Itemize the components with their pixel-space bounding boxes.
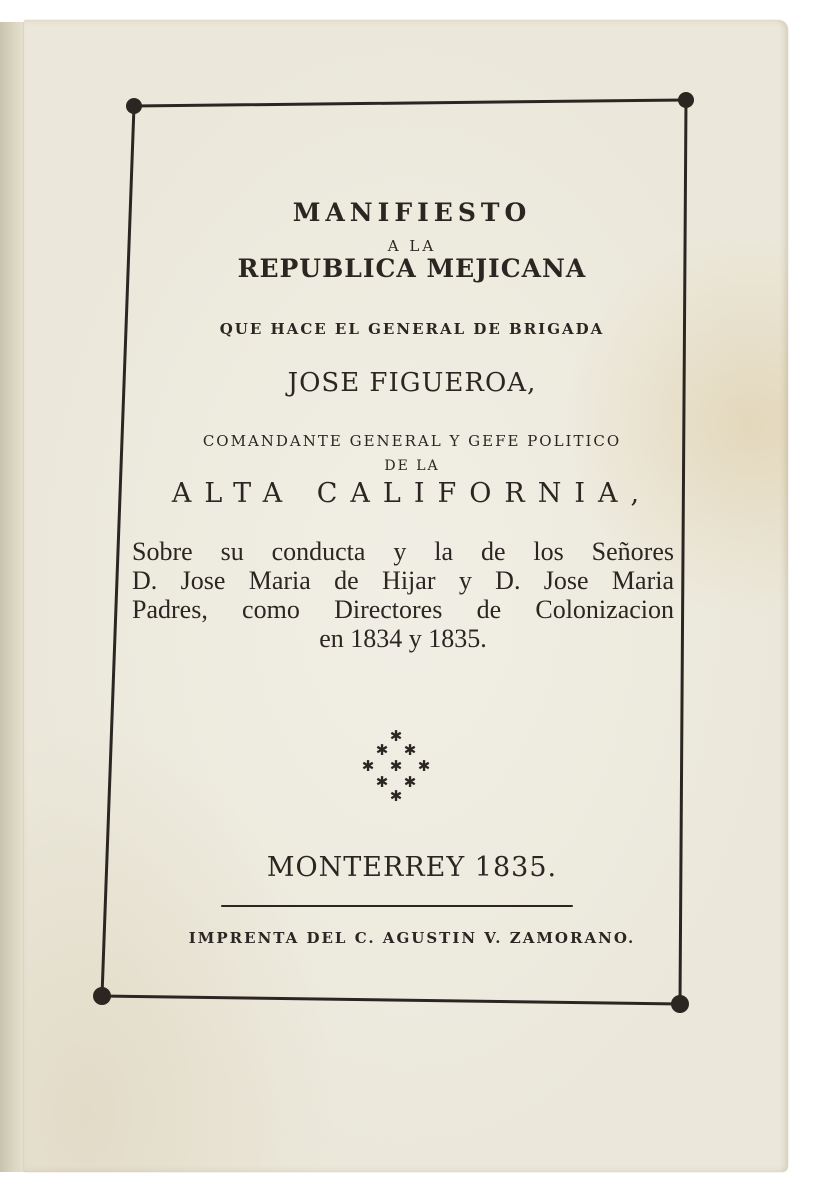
corner-dot-icon [126, 98, 142, 114]
asterisk-icon: ✱ [389, 787, 403, 805]
border-bottom [102, 996, 680, 1004]
border-top [134, 100, 686, 106]
subtitle-general: QUE HACE EL GENERAL DE BRIGADA [219, 320, 605, 338]
asterisk-icon: ✱ [375, 741, 389, 759]
asterisk-icon: ✱ [403, 741, 417, 759]
title-a-la: A LA [387, 237, 437, 255]
body-line: Sobre su conducta y la de los Señores [132, 537, 674, 566]
title-manifiesto: MANIFIESTO [292, 198, 532, 227]
body-line: en 1834 y 1835. [319, 624, 487, 653]
body-line: D. Jose Maria de Hijar y D. Jose Maria [132, 566, 674, 595]
office-alta-california: ALTA CALIFORNIA, [171, 478, 653, 509]
asterisk-icon: ✱ [389, 757, 403, 775]
asterisk-icon: ✱ [361, 757, 375, 775]
asterisk-icon: ✱ [417, 757, 431, 775]
asterisk-icon: ✱ [375, 773, 389, 791]
corner-dot-icon [93, 987, 111, 1005]
body-line: Padres, como Directores de Colonizacion [132, 595, 674, 624]
title-republica: REPUBLICA MEJICANA [237, 254, 587, 283]
office-comandante: COMANDANTE GENERAL Y GEFE POLITICO [202, 432, 622, 450]
office-de-la: DE LA [384, 458, 440, 474]
body-paragraph [132, 537, 674, 653]
asterisk-icon: ✱ [403, 773, 417, 791]
place-year: MONTERREY 1835. [266, 852, 558, 883]
asterisk-cluster-ornament-icon [352, 728, 440, 808]
corner-dot-icon [671, 995, 689, 1013]
author-name: JOSE FIGUEROA, [287, 368, 537, 398]
printer-imprint: IMPRENTA DEL C. AGUSTIN V. ZAMORANO. [188, 929, 636, 947]
corner-dot-icon [678, 92, 694, 108]
asterisk-icon: ✱ [389, 727, 403, 745]
